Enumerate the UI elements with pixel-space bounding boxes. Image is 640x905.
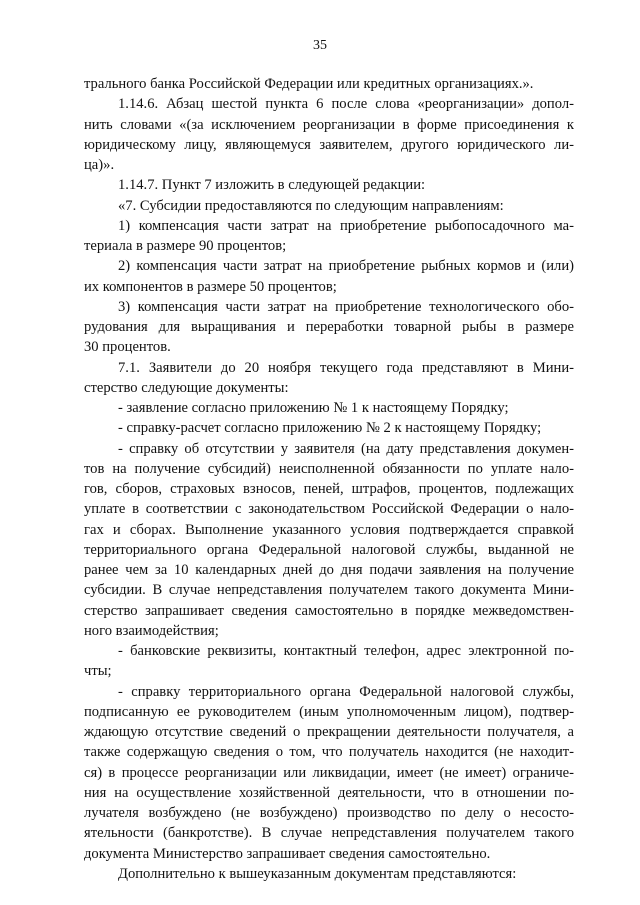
text-line: 1) компенсация части затрат на приобретение рыбопосадочного ма- — [118, 217, 574, 234]
text-line: нить словами «(за исключением реорганизации в форме присоединения к — [84, 116, 574, 133]
text-line: рудования для выращивания и переработки товарной рыбы в размере — [84, 319, 574, 335]
text-line: тов на получение субсидий) неисполненной обязанности по уплате нало- — [84, 460, 574, 477]
text-line: гов, сборов, страховых взносов, пеней, штрафов, процентов, подлежащих — [84, 481, 574, 497]
text-line: 30 процентов. — [84, 339, 171, 356]
text-line: уплате в соответствии с законодательством Российской Федерации о нало- — [84, 501, 574, 518]
text-line: ца)». — [84, 157, 115, 173]
text-line: трального банка Российской Федерации или кредитных организациях.». — [84, 76, 534, 92]
text-line: - справку об отсутствии у заявителя (на дату представления докумен- — [118, 440, 574, 457]
text-line: ятельности (банкротстве). В случае непредставления получателем такого — [84, 825, 574, 842]
text-line: Дополнительно к вышеуказанным документам представляются: — [118, 865, 517, 882]
text-line: 1.14.6. Абзац шестой пункта 6 после слова «реорганизации» допол- — [118, 96, 574, 113]
text-line: гах и сборах. Выполнение указанного условия подтверждается справкой — [84, 521, 574, 538]
text-line: - справку-расчет согласно приложению № 2 к настоящему Порядку; — [118, 420, 542, 437]
text-line: их компонентов в размере 50 процентов; — [84, 278, 337, 295]
text-line: субсидии. В случае непредставления получателем такого документа Мини- — [84, 582, 574, 599]
text-line: - банковские реквизиты, контактный телефон, адрес электронной по- — [118, 643, 574, 659]
text-line: стерство следующие документы: — [84, 379, 289, 396]
text-line: юридическому лицу, являющемуся заявителем, другого юридического ли- — [84, 136, 574, 153]
text-line: стерство запрашивает сведения самостоятельно в порядке межведомствен- — [84, 602, 574, 619]
text-line: ного взаимодействия; — [84, 622, 219, 639]
text-line: - заявление согласно приложению № 1 к настоящему Порядку; — [118, 400, 509, 416]
text-line: подписанную ее руководителем (иным уполномоченным лицом), подтвер- — [84, 703, 574, 720]
text-line: документа Министерство запрашивает сведения самостоятельно. — [84, 845, 491, 862]
text-line: 1.14.7. Пункт 7 изложить в следующей редакции: — [118, 177, 426, 194]
text-line: - справку территориального органа Федеральной налоговой службы, — [118, 683, 574, 700]
document-body — [84, 74, 574, 884]
text-line: «7. Субсидии предоставляются по следующим направлениям: — [118, 197, 504, 214]
text-line: териала в размере 90 процентов; — [84, 238, 287, 254]
text-line: 2) компенсация части затрат на приобретение рыбных кормов и (или) — [118, 258, 574, 275]
text-line: также содержащую сведения о том, что получатель находится (не находит- — [84, 744, 574, 761]
text-line: лучателя возбуждено (не возбуждено) производство по делу о несосто- — [84, 805, 574, 821]
text-line: территориального органа Федеральной налоговой службы, выданной не — [84, 541, 574, 558]
page-number: 35 — [313, 38, 327, 53]
text-line: ранее чем за 10 календарных дней до дня подачи заявления на получение — [84, 562, 574, 578]
text-line: ния на осуществление хозяйственной деятельности, что в отношении по- — [84, 784, 574, 801]
text-line: ждающую отсутствие сведений о прекращении деятельности получателя, а — [84, 724, 574, 740]
text-line: ся) в процессе реорганизации или ликвидации, имеет (не имеет) ограниче- — [84, 764, 574, 781]
text-line: 7.1. Заявители до 20 ноября текущего года представляют в Мини- — [118, 359, 574, 376]
text-line: 3) компенсация части затрат на приобретение технологического обо- — [118, 298, 574, 315]
text-line: чты; — [84, 663, 112, 680]
